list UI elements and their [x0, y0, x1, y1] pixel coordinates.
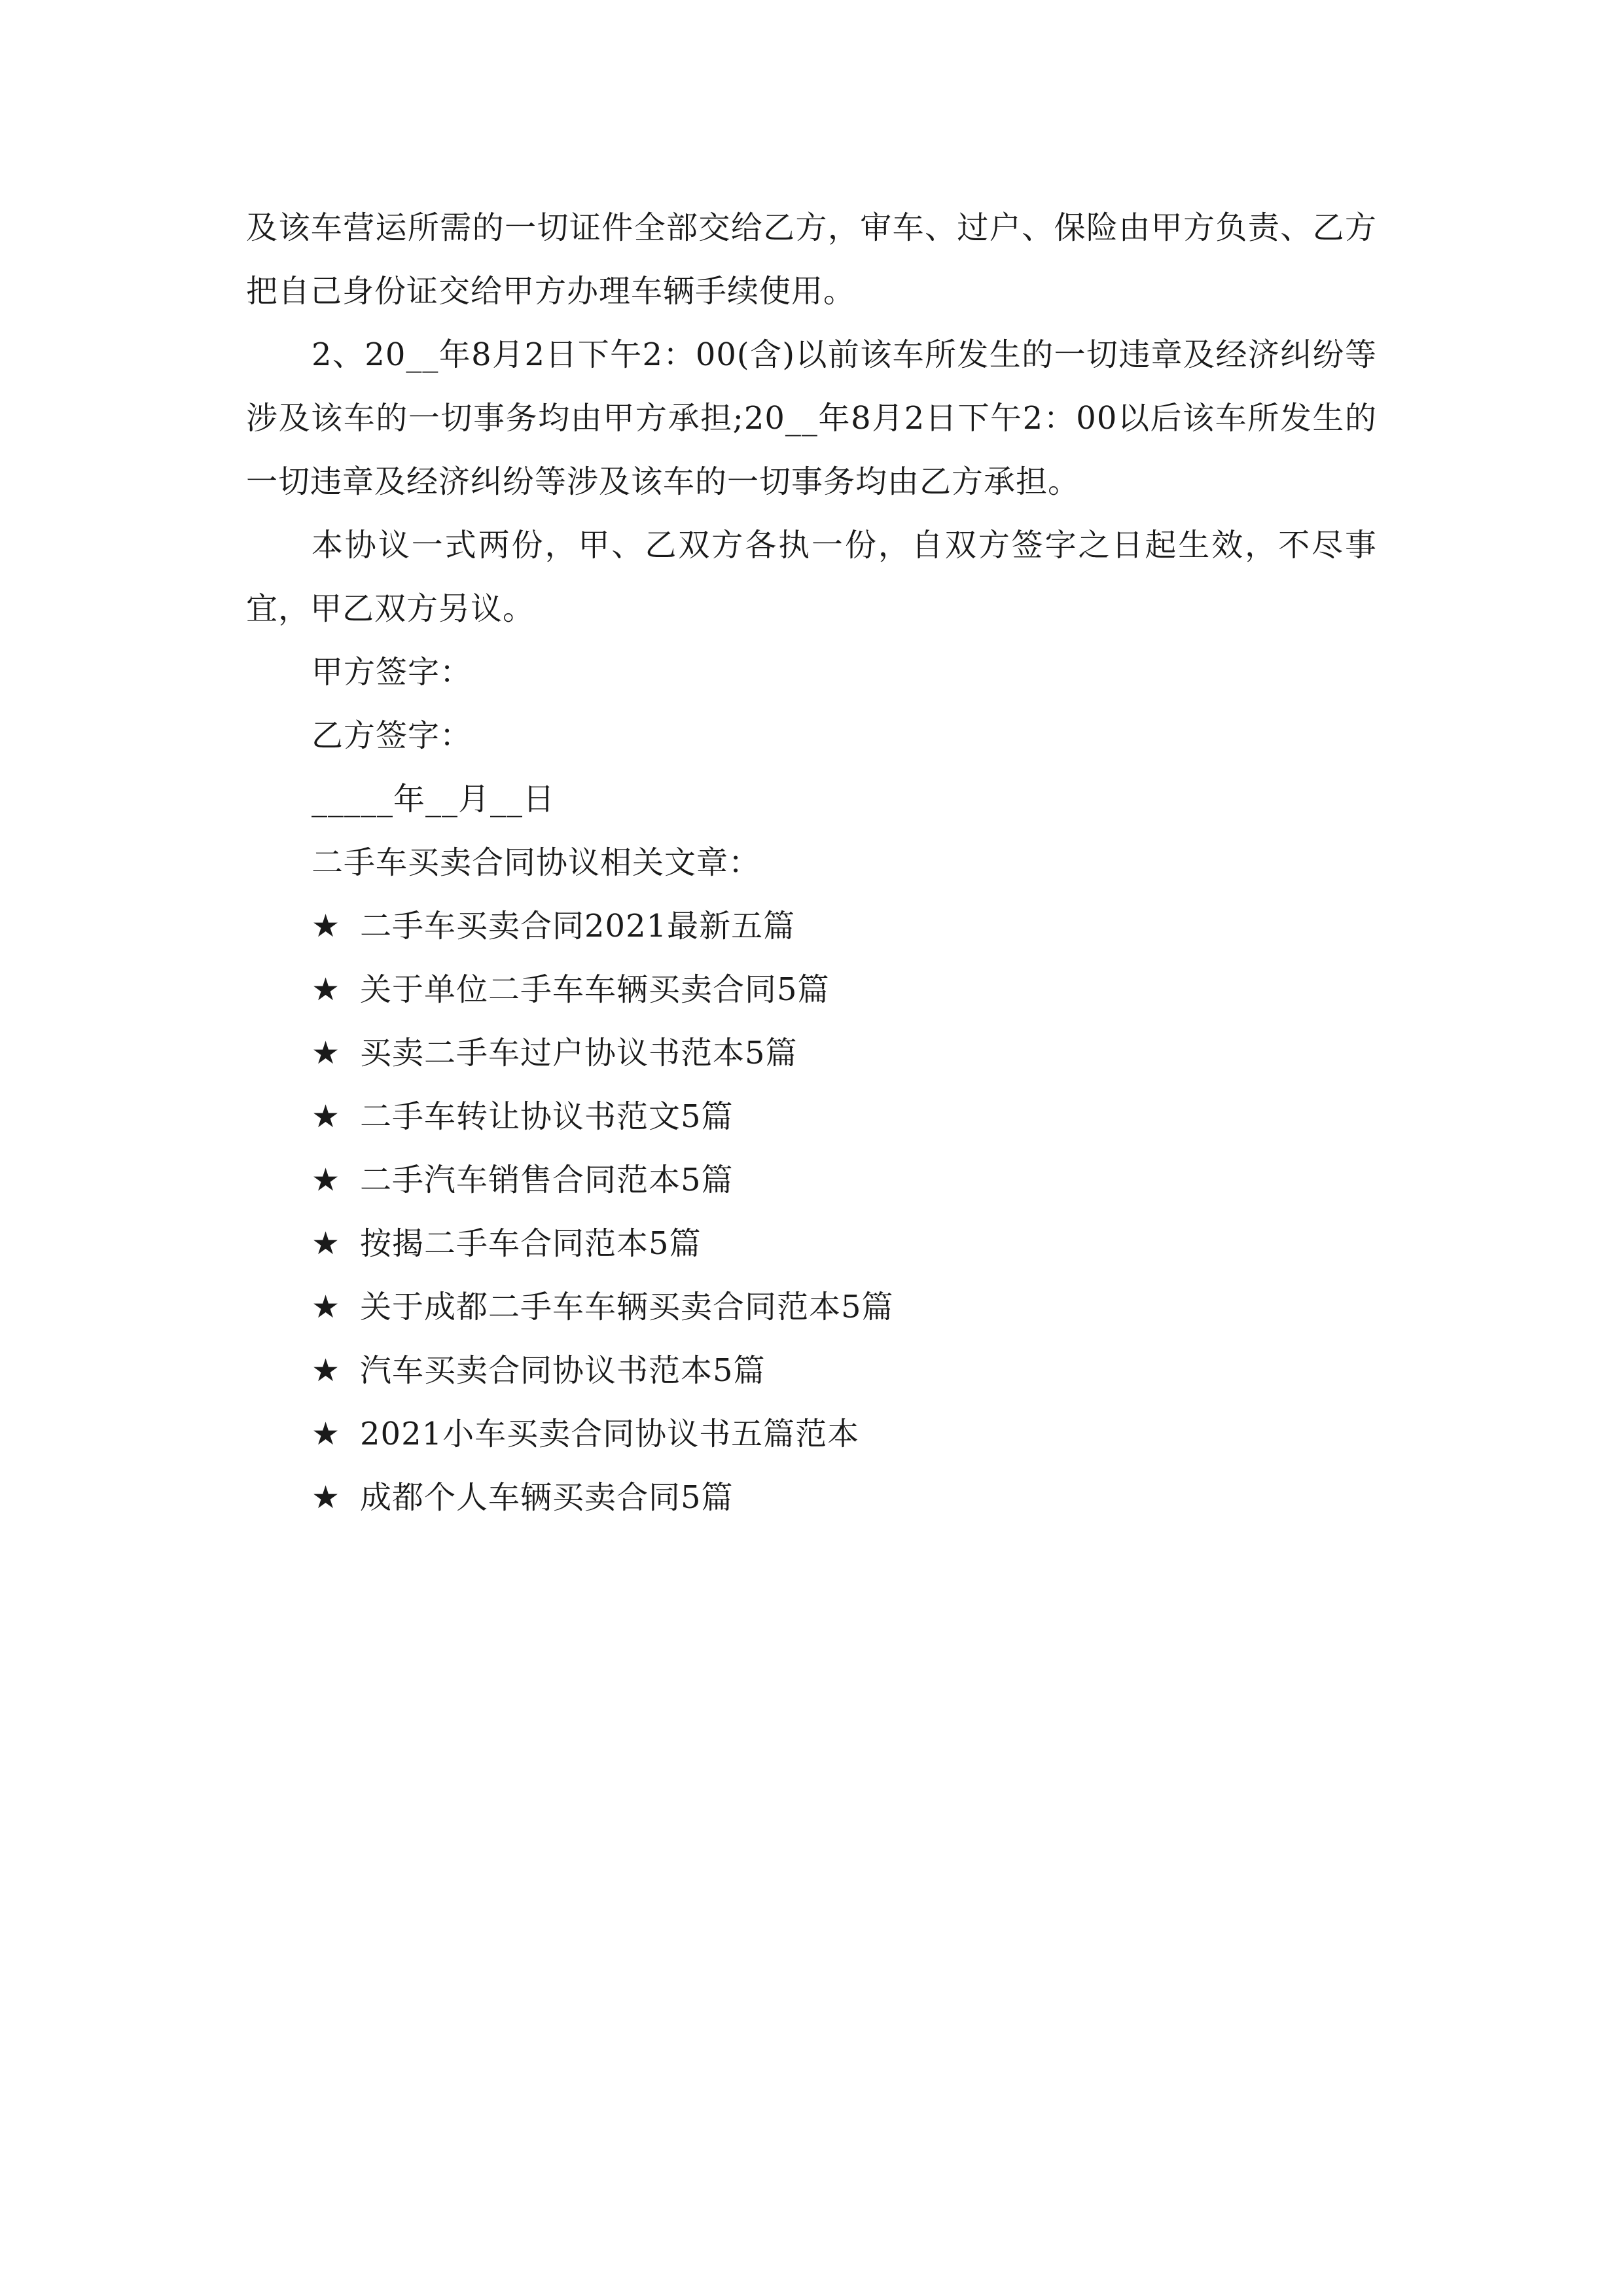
list-item[interactable]: [246, 895, 1377, 958]
related-article-link[interactable]: 2021小车买卖合同协议书五篇范本: [360, 1416, 860, 1452]
star-icon: ★: [312, 1035, 341, 1071]
star-icon: ★: [312, 971, 341, 1008]
related-article-link[interactable]: 汽车买卖合同协议书范本5篇: [360, 1352, 766, 1389]
related-article-link[interactable]: 成都个人车辆买卖合同5篇: [360, 1479, 734, 1516]
related-article-link[interactable]: 二手汽车销售合同范本5篇: [360, 1162, 734, 1198]
list-item[interactable]: [246, 1339, 1377, 1403]
signature-date: _____年__月__日: [312, 781, 556, 817]
list-item[interactable]: [246, 1085, 1377, 1149]
related-articles-heading: 二手车买卖合同协议相关文章：: [312, 844, 761, 881]
star-icon: ★: [312, 1352, 341, 1389]
list-item[interactable]: [246, 1022, 1377, 1085]
star-icon: ★: [312, 1289, 341, 1325]
related-article-link[interactable]: 二手车买卖合同2021最新五篇: [360, 908, 796, 944]
related-article-link[interactable]: 关于成都二手车车辆买卖合同范本5篇: [360, 1289, 894, 1325]
list-item[interactable]: [246, 1212, 1377, 1276]
star-icon: ★: [312, 1479, 341, 1516]
list-item[interactable]: [246, 958, 1377, 1022]
paragraph-copies: 本协议一式两份，甲、乙双方各执一份，自双方签字之日起生效，不尽事宜，甲乙双方另议。: [246, 527, 1377, 627]
party-b-signature: 乙方签字：: [312, 717, 473, 754]
party-a-signature: 甲方签字：: [312, 654, 473, 691]
star-icon: ★: [312, 908, 341, 944]
list-item[interactable]: [246, 1149, 1377, 1212]
related-article-link[interactable]: 关于单位二手车车辆买卖合同5篇: [360, 971, 830, 1008]
list-item[interactable]: [246, 1403, 1377, 1466]
related-articles-list: [246, 895, 1377, 1530]
related-article-link[interactable]: 二手车转让协议书范文5篇: [360, 1098, 734, 1135]
star-icon: ★: [312, 1416, 341, 1452]
star-icon: ★: [312, 1098, 341, 1135]
paragraph-handover: 及该车营运所需的一切证件全部交给乙方，审车、过户、保险由甲方负责、乙方把自己身份证交给甲方办理车辆手续使用。: [246, 209, 1377, 310]
related-article-link[interactable]: 按揭二手车合同范本5篇: [360, 1225, 702, 1262]
paragraph-liability: 2、20__年8月2日下午2：00(含)以前该车所发生的一切违章及经济纠纷等涉及该车的一切事务均由甲方承担;20__年8月2日下午2：00以后该车所发生的一切违章及经济纠纷等涉及该车的一切事务均由乙方承担。: [246, 336, 1377, 500]
list-item[interactable]: [246, 1466, 1377, 1530]
document-body: [246, 196, 1377, 1530]
star-icon: ★: [312, 1225, 341, 1262]
star-icon: ★: [312, 1162, 341, 1198]
list-item[interactable]: [246, 1276, 1377, 1339]
related-article-link[interactable]: 买卖二手车过户协议书范本5篇: [360, 1035, 798, 1071]
